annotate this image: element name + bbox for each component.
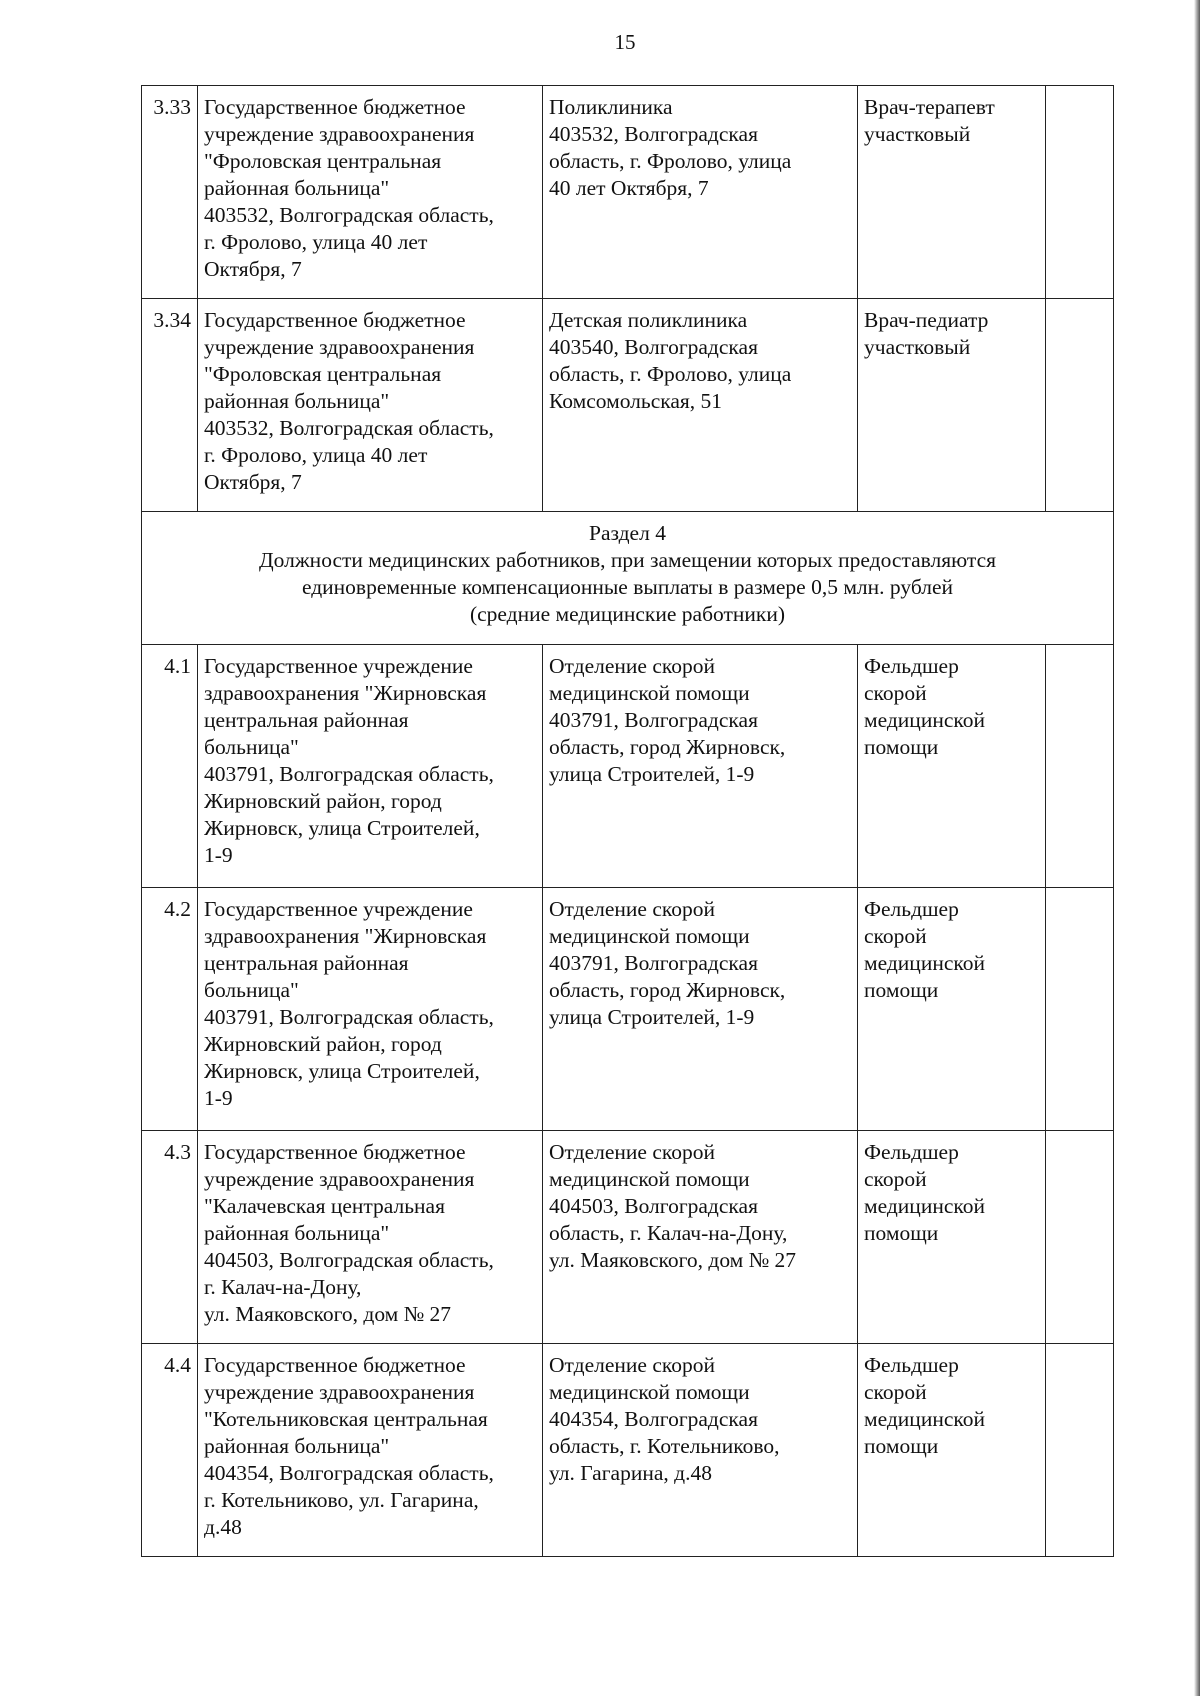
institution-line: Жирновский район, город [204, 789, 442, 813]
unit-cell [543, 645, 858, 888]
institution-line: учреждение здравоохранения [204, 122, 475, 146]
position-line: медицинской [864, 951, 985, 975]
position-line: помощи [864, 1221, 939, 1245]
institution-line: больница" [204, 735, 299, 759]
institution-line: Октября, 7 [204, 257, 302, 281]
position-line: скорой [864, 681, 927, 705]
position-line: помощи [864, 1434, 939, 1458]
position-cell [858, 299, 1046, 512]
unit-line: 404503, Волгоградская [549, 1194, 758, 1218]
empty-cell [1046, 299, 1114, 512]
institution-line: г. Фролово, улица 40 лет [204, 230, 428, 254]
institution-line: 404503, Волгоградская область, [204, 1248, 494, 1272]
institution-cell [198, 1344, 543, 1557]
empty-cell [1046, 86, 1114, 299]
unit-line: область, город Жирновск, [549, 978, 786, 1002]
position-line: скорой [864, 1167, 927, 1191]
institution-line: г. Котельниково, ул. Гагарина, [204, 1488, 479, 1512]
position-cell [858, 888, 1046, 1131]
unit-line: медицинской помощи [549, 1167, 750, 1191]
position-line: Фельдшер [864, 897, 959, 921]
institution-line: Государственное бюджетное [204, 1353, 466, 1377]
institution-line: Государственное учреждение [204, 654, 473, 678]
institution-line: г. Фролово, улица 40 лет [204, 443, 428, 467]
table-row [142, 645, 1114, 888]
unit-line: Отделение скорой [549, 897, 715, 921]
unit-line: 403532, Волгоградская [549, 122, 758, 146]
unit-line: улица Строителей, 1-9 [549, 1005, 755, 1029]
unit-line: Детская поликлиника [549, 308, 748, 332]
position-line: медицинской [864, 1194, 985, 1218]
institution-line: учреждение здравоохранения [204, 335, 475, 359]
unit-line: ул. Гагарина, д.48 [549, 1461, 712, 1485]
unit-line: Отделение скорой [549, 654, 715, 678]
empty-cell [1046, 645, 1114, 888]
row-number: 3.34 [142, 299, 198, 512]
row-number: 3.33 [142, 86, 198, 299]
position-line: медицинской [864, 708, 985, 732]
position-line: скорой [864, 1380, 927, 1404]
institution-line: районная больница" [204, 1434, 390, 1458]
table-row [142, 1131, 1114, 1344]
unit-line: область, г. Калач-на-Дону, [549, 1221, 788, 1245]
row-number: 4.1 [142, 645, 198, 888]
institution-line: ул. Маяковского, дом № 27 [204, 1302, 452, 1326]
institution-line: районная больница" [204, 176, 390, 200]
institution-line: центральная районная [204, 951, 409, 975]
unit-line: 403540, Волгоградская [549, 335, 758, 359]
row-number: 4.4 [142, 1344, 198, 1557]
unit-cell [543, 1131, 858, 1344]
institution-line: районная больница" [204, 389, 390, 413]
institution-line: "Котельниковская центральная [204, 1407, 488, 1431]
institution-line: 403791, Волгоградская область, [204, 762, 494, 786]
unit-cell [543, 888, 858, 1131]
institution-line: "Калачевская центральная [204, 1194, 445, 1218]
position-cell [858, 86, 1046, 299]
institution-line: Жирновский район, город [204, 1032, 442, 1056]
position-line: участковый [864, 122, 971, 146]
position-line: участковый [864, 335, 971, 359]
unit-line: область, г. Фролово, улица [549, 149, 792, 173]
institution-cell [198, 888, 543, 1131]
institution-line: 403532, Волгоградская область, [204, 203, 494, 227]
position-line: Врач-педиатр [864, 308, 989, 332]
institution-cell [198, 645, 543, 888]
empty-cell [1046, 888, 1114, 1131]
section-header-row [142, 512, 1114, 645]
position-line: Врач-терапевт [864, 95, 995, 119]
section-line: Должности медицинских работников, при замещении которых предоставляются [258, 548, 997, 572]
institution-line: учреждение здравоохранения [204, 1380, 475, 1404]
position-line: скорой [864, 924, 927, 948]
institution-line: Государственное бюджетное [204, 95, 466, 119]
table-row [142, 299, 1114, 512]
section-line: (средние медицинские работники) [469, 602, 786, 626]
institution-line: 1-9 [204, 843, 233, 867]
institution-line: здравоохранения "Жирновская [204, 681, 487, 705]
row-number: 4.3 [142, 1131, 198, 1344]
institution-line: 403791, Волгоградская область, [204, 1005, 494, 1029]
institution-line: "Фроловская центральная [204, 362, 442, 386]
unit-line: 403791, Волгоградская [549, 951, 758, 975]
institution-line: 404354, Волгоградская область, [204, 1461, 494, 1485]
institution-line: Жирновск, улица Строителей, [204, 1059, 480, 1083]
unit-line: 404354, Волгоградская [549, 1407, 758, 1431]
institution-line: г. Калач-на-Дону, [204, 1275, 362, 1299]
position-line: Фельдшер [864, 1140, 959, 1164]
position-line: медицинской [864, 1407, 985, 1431]
unit-line: область, город Жирновск, [549, 735, 786, 759]
unit-line: Комсомольская, 51 [549, 389, 723, 413]
empty-cell [1046, 1344, 1114, 1557]
empty-cell [1046, 1131, 1114, 1344]
institution-line: 1-9 [204, 1086, 233, 1110]
unit-line: медицинской помощи [549, 1380, 750, 1404]
institution-line: Государственное бюджетное [204, 308, 466, 332]
institution-cell [198, 1131, 543, 1344]
unit-line: 403791, Волгоградская [549, 708, 758, 732]
position-cell [858, 645, 1046, 888]
position-line: помощи [864, 978, 939, 1002]
position-line: Фельдшер [864, 654, 959, 678]
table-row [142, 1344, 1114, 1557]
unit-line: ул. Маяковского, дом № 27 [549, 1248, 797, 1272]
institution-line: Государственное бюджетное [204, 1140, 466, 1164]
page-number: 15 [614, 30, 636, 54]
unit-line: область, г. Фролово, улица [549, 362, 792, 386]
section-line: единовременные компенсационные выплаты в размере 0,5 млн. рублей [301, 575, 954, 599]
unit-cell [543, 1344, 858, 1557]
institution-line: "Фроловская центральная [204, 149, 442, 173]
unit-line: Поликлиника [549, 95, 673, 119]
institution-cell [198, 86, 543, 299]
institution-line: д.48 [204, 1515, 242, 1539]
institution-line: Государственное учреждение [204, 897, 473, 921]
scan-edge-shadow [1194, 0, 1200, 1696]
unit-line: 40 лет Октября, 7 [549, 176, 709, 200]
position-line: помощи [864, 735, 939, 759]
institution-line: Октября, 7 [204, 470, 302, 494]
table-row [142, 888, 1114, 1131]
institution-cell [198, 299, 543, 512]
institution-line: больница" [204, 978, 299, 1002]
unit-line: медицинской помощи [549, 681, 750, 705]
institution-line: здравоохранения "Жирновская [204, 924, 487, 948]
institution-line: центральная районная [204, 708, 409, 732]
unit-line: Отделение скорой [549, 1140, 715, 1164]
positions-table [141, 85, 1114, 1557]
institution-line: районная больница" [204, 1221, 390, 1245]
institution-line: 403532, Волгоградская область, [204, 416, 494, 440]
section-header [142, 512, 1114, 645]
table-row [142, 86, 1114, 299]
institution-line: учреждение здравоохранения [204, 1167, 475, 1191]
unit-cell [543, 299, 858, 512]
unit-line: область, г. Котельниково, [549, 1434, 780, 1458]
unit-line: улица Строителей, 1-9 [549, 762, 755, 786]
position-cell [858, 1131, 1046, 1344]
institution-line: Жирновск, улица Строителей, [204, 816, 480, 840]
unit-line: медицинской помощи [549, 924, 750, 948]
section-title: Раздел 4 [589, 521, 666, 545]
unit-line: Отделение скорой [549, 1353, 715, 1377]
position-cell [858, 1344, 1046, 1557]
row-number: 4.2 [142, 888, 198, 1131]
unit-cell [543, 86, 858, 299]
position-line: Фельдшер [864, 1353, 959, 1377]
